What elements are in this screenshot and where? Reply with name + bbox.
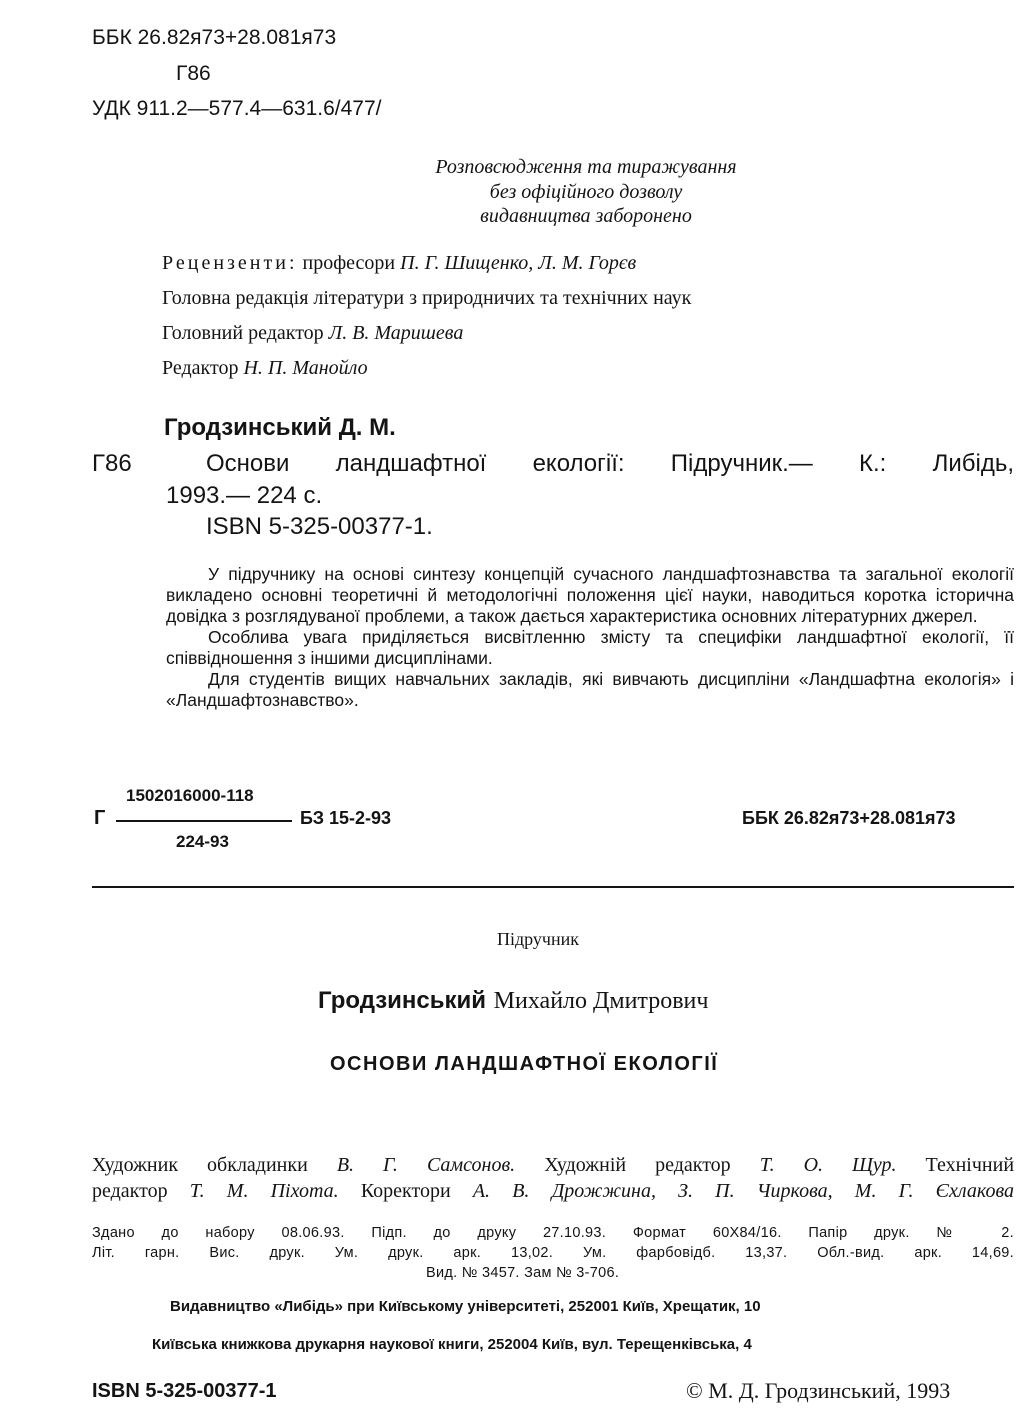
printer-line: Київська книжкова друкарня наукової книги, 252004 Київ, вул. Терещенківська, 4 [152, 1336, 752, 1353]
art-editor-name: Т. О. Щур. [759, 1154, 897, 1176]
staff-line-2 [92, 1180, 1014, 1203]
reviewers-role: професори [302, 252, 396, 274]
index-bz: БЗ 15-2-93 [300, 808, 392, 828]
editor-line [162, 357, 368, 380]
annotation-paragraph-2: Особлива увага приділяється висвітленню змісту та специфіки ландшафтної екології, її співвідношення з іншими дисциплінами. [166, 627, 1014, 668]
tech-editor-label-end: редактор [92, 1180, 168, 1202]
catalog-code: Г86 [92, 450, 132, 477]
catalog-year-pages: 1993.— 224 с. [166, 482, 323, 509]
distribution-notice-line-2: без офіційного дозволу [489, 181, 683, 203]
index-denominator: 224-93 [176, 832, 229, 851]
index-letter: Г [94, 807, 106, 829]
imprint-author-given: Михайло Дмитрович [493, 988, 709, 1014]
tech-details-line-2: Літ. гарн. Вис. друк. Ум. друк. арк. 13,02. Ум. фарбовідб. 13,37. Обл.-вид. арк. 14,69. [92, 1245, 1014, 1261]
staff-line-1 [92, 1154, 1014, 1177]
annotation-paragraph-1: У підручнику на основі синтезу концепцій сучасного ландшафтознавства та загальної екології викладено основні теоретичні й методологічні положення цієї науки, наводиться коротка історична довідка з розглядуваної проблеми, а також дається характеристика основних літературних джерел. [166, 564, 1014, 626]
index-numerator: 1502016000-118 [126, 786, 254, 805]
chief-editor-label: Головний редактор [162, 322, 324, 344]
chief-editor-name: Л. В. Маришева [328, 322, 464, 344]
editor-label: Редактор [162, 357, 239, 379]
index-fraction-line [116, 820, 292, 822]
author-sign-code: Г86 [176, 62, 211, 85]
annotation [166, 564, 1014, 711]
tech-editor-label-start: Технічний [925, 1154, 1015, 1176]
reviewers-names: П. Г. Шищенко, Л. М. Горєв [400, 252, 637, 274]
copyright-notice: © М. Д. Гродзинський, 1993 [686, 1378, 951, 1403]
imprint-author [318, 986, 708, 1015]
tech-editor-name: Т. М. Піхота. [189, 1180, 339, 1202]
imprint-title: ОСНОВИ ЛАНДШАФТНОЇ ЕКОЛОГІЇ [330, 1053, 719, 1075]
imprint-genre: Підручник [497, 929, 579, 949]
chief-editor-line [162, 322, 463, 345]
imprint-author-surname: Гродзинський [318, 987, 487, 1014]
publisher-line: Видавництво «Либідь» при Київському університеті, 252001 Київ, Хрещатик, 10 [170, 1298, 761, 1315]
tech-details-line-1: Здано до набору 08.06.93. Підп. до друку 27.10.93. Формат 60Х84/16. Папір друк. № 2. [92, 1225, 1014, 1241]
editor-name: Н. П. Манойло [243, 357, 368, 379]
proofreaders-names: А. В. Дрожжина, З. П. Чиркова, М. Г. Єхлакова [472, 1180, 1015, 1202]
tech-details-line-3: Вид. № 3457. Зам № 3-706. [426, 1265, 620, 1281]
catalog-author: Гродзинський Д. М. [164, 414, 396, 441]
index-bbk: ББК 26.82я73+28.081я73 [742, 808, 956, 828]
section-divider [92, 886, 1014, 888]
cover-artist-name: В. Г. Самсонов. [336, 1154, 516, 1176]
proofreaders-label: Коректори [360, 1180, 451, 1202]
annotation-paragraph-3: Для студентів вищих навчальних закладів, які вивчають дисципліни «Ландшафтна екологія» і «Ландшафтознавство». [166, 669, 1014, 710]
catalog-isbn: ISBN 5-325-00377-1. [206, 513, 433, 540]
distribution-notice-line-3: видавництва заборонено [480, 205, 692, 227]
udk-code: УДК 911.2—577.4—631.6/477/ [92, 97, 382, 120]
cover-artist-label: Художник обкладинки [92, 1154, 308, 1176]
reviewers-label: Рецензенти: [162, 252, 298, 274]
editorial-office: Головна редакція літератури з природничих та технічних наук [162, 287, 692, 309]
reviewers-line [162, 252, 636, 275]
imprint-isbn: ISBN 5-325-00377-1 [92, 1380, 277, 1402]
bbk-code: ББК 26.82я73+28.081я73 [92, 26, 337, 49]
catalog-title: Основи ландшафтної екології: Підручник.— К.: Либідь, [206, 450, 1014, 477]
distribution-notice-line-1: Розповсюдження та тиражування [435, 156, 737, 178]
art-editor-label: Художній редактор [544, 1154, 731, 1176]
